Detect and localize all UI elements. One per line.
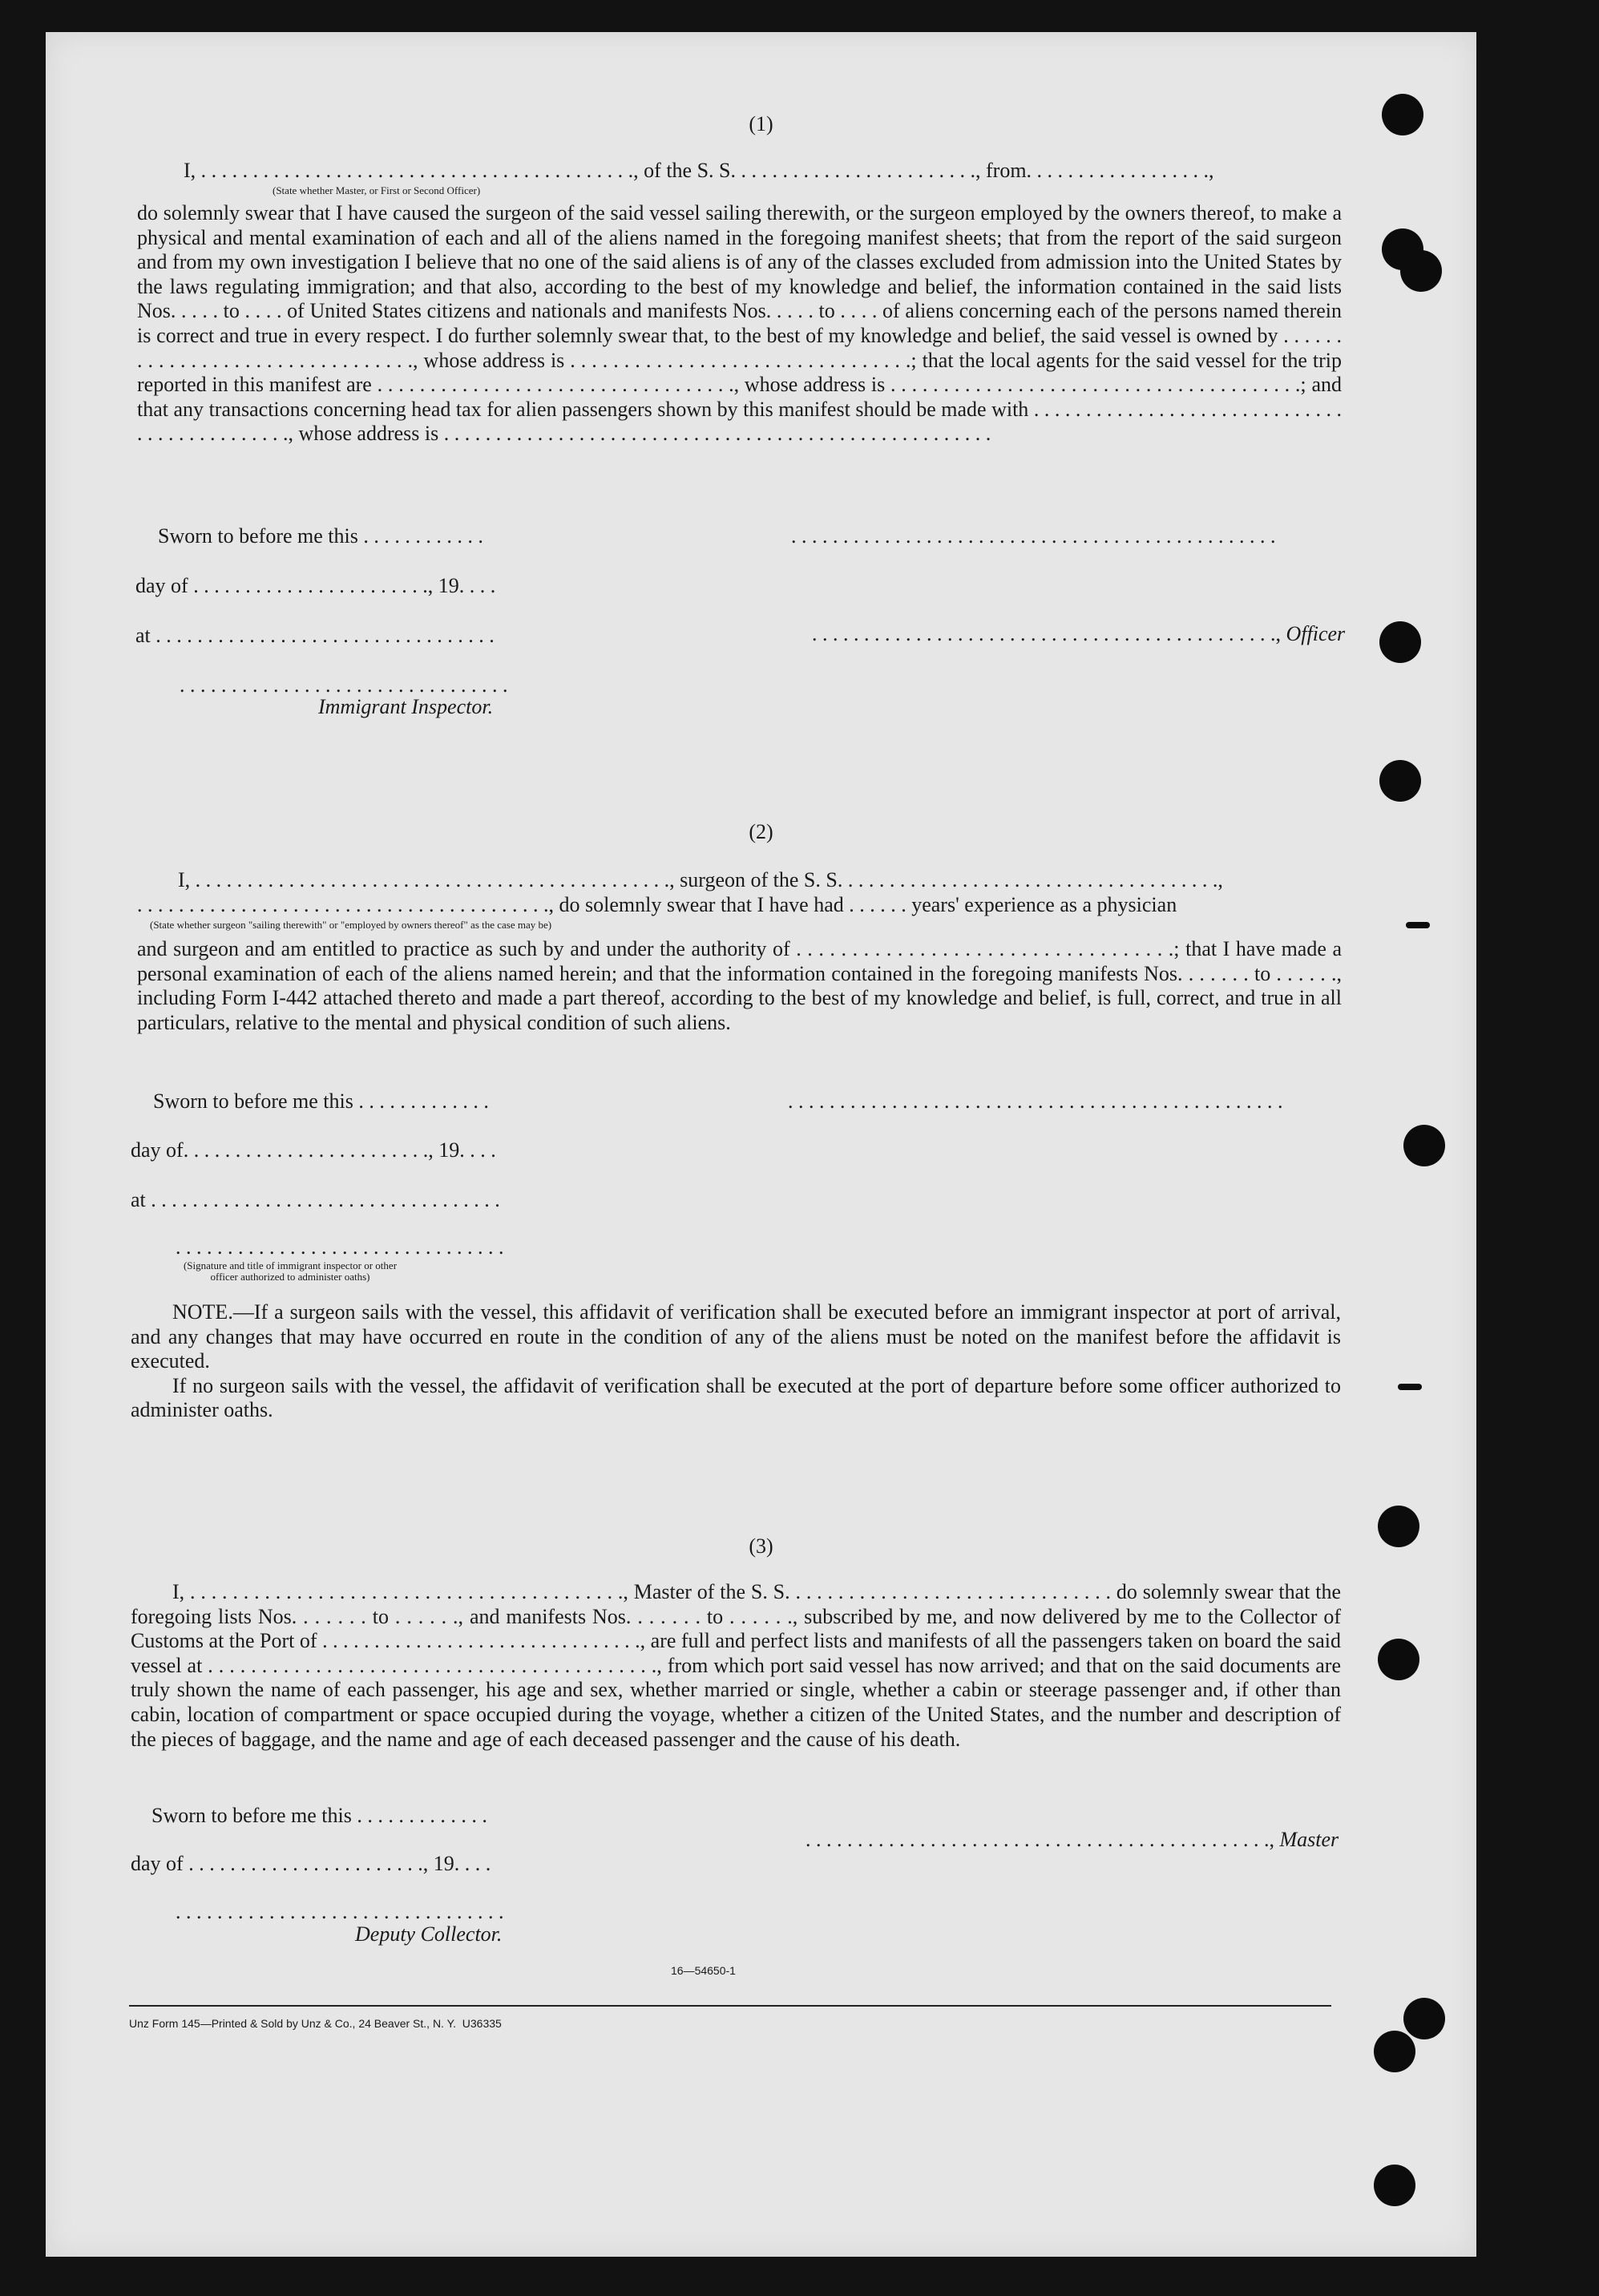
section-1-body: do solemnly swear that I have caused the surgeon of the said vessel sailing therewith, or the surgeon employed by the owners thereof, to make a physical and mental examination of each and all of the aliens named in the foregoing manifest sheets; that from the report of the said surgeon and from my own investigation I believe that no one of the said aliens is of any of the classes excluded from admission into the United States by the laws regulating immigration; and that also, according to the best of my knowledge and belief, the information contained in the said lists Nos. . . . . to . . . . of United States citizens and nationals and manifests Nos. . . . . to . . . . of aliens concerning each of the persons named therein is correct and true in every respect. I do further solemnly swear that, to the best of my knowledge and belief, the said vessel is owned by . . . . . . . . . . . . . . . . . . . . . . . . . . . . . . . ., whose address is . . . . . . . . . . . . . . . . . . . . . . . . . . . . . . . .; that the local agents for the said vessel for the trip reported in this manifest are . . . . . . . . . . . . . . . . . . . . . . . . . . . . . . . . . ., whose address is . . . . . . . . . . . . . . . . . . . . . . . . . . . . . . . . . . . . . . .; and that any transactions concerning head tax for alien passengers shown by this manifest should be made with . . . . . . . . . . . . . . . . . . . . . . . . . . . . . . . . . . . . . . . . . . . . ., whose address is . . . . . . . . . . . . . . . . . . . . . . . . . . . . . . . . . . . . . . . . . . . . . . . . . . . . . — [137, 201, 1342, 446]
section-2-number: (2) — [749, 820, 773, 843]
printer-footer: Unz Form 145—Printed & Sold by Unz & Co., 24 Beaver St., N. Y. U36335 — [129, 2017, 502, 2030]
officer-label: Officer — [1286, 622, 1346, 645]
section-2-day: day of. . . . . . . . . . . . . . . . . . . . . . . ., 19. . . . — [131, 1138, 496, 1162]
punch-hole — [1403, 1998, 1445, 2039]
punch-hole — [1379, 760, 1421, 802]
form-number: 16—54650-1 — [671, 1964, 736, 1977]
section-1-first-line: I, . . . . . . . . . . . . . . . . . . . . . . . . . . . . . . . . . . . . . . . . . ., of the S. S. . . . . . . . . . . . . . . . . . . . . . . ., from. . . . . . . . . . . . . . . . . ., — [184, 159, 1214, 182]
officer-line: . . . . . . . . . . . . . . . . . . . . . . . . . . . . . . . . . . . . . . . . . . . . ., — [812, 622, 1281, 645]
section-1-first-line-caption: (State whether Master, or First or Second Officer) — [273, 184, 481, 196]
section-2-sworn: Sworn to before me this . . . . . . . . . . . . . — [153, 1089, 489, 1113]
master-label: Master — [1279, 1828, 1339, 1851]
section-3-body: I, . . . . . . . . . . . . . . . . . . . . . . . . . . . . . . . . . . . . . . . . ., Master of the S. S. . . . . . . . . . . . . . . . . . . . . . . . . . . . . . . do solemnly swear that the foregoing lists Nos. . . . . . . to . . . . . ., and manifests Nos. . . . . . . to . . . . . ., subscribed by me, and now delivered by me to the Collector of Customs at the Port of . . . . . . . . . . . . . . . . . . . . . . . . . . . . . . ., are full and perfect lists and manifests of all the passengers taken on board the said vessel at . . . . . . . . . . . . . . . . . . . . . . . . . . . . . . . . . . . . . . . . . ., from which port said vessel has now arrived; and that on the said documents are truly shown the name of each passenger, his age and sex, whether married or single, whether a cabin or steerage passenger and, if other than cabin, location of compartment or space occupied during the voyage, whether a citizen of the United States, and the number and description of the pieces of baggage, and the name and age of each deceased passenger and the cause of his death. — [131, 1580, 1341, 1751]
punch-mark — [1406, 922, 1430, 928]
section-3-collector-dots: . . . . . . . . . . . . . . . . . . . . . . . . . . . . . . . . — [176, 1900, 504, 1923]
section-1-sworn: Sworn to before me this . . . . . . . . . . . . — [158, 524, 483, 548]
section-1-at: at . . . . . . . . . . . . . . . . . . . . . . . . . . . . . . . . . — [135, 624, 495, 647]
footer-rule — [129, 2005, 1331, 2007]
punch-hole — [1379, 621, 1421, 663]
punch-hole — [1403, 1125, 1445, 1166]
section-2-signature-dots: . . . . . . . . . . . . . . . . . . . . . . . . . . . . . . . . — [176, 1235, 504, 1259]
section-3-master-signature — [785, 1804, 1339, 1876]
section-3-sworn: Sworn to before me this . . . . . . . . . . . . . — [151, 1804, 487, 1827]
section-2-sworn-signature-line: . . . . . . . . . . . . . . . . . . . . . . . . . . . . . . . . . . . . . . . . . . . . . . . . — [788, 1089, 1283, 1113]
note-paragraph-1: NOTE.—If a surgeon sails with the vessel, this affidavit of verification shall be executed before an immigrant inspector at port of arrival, and any changes that may have occurred en route in the condition of any of the aliens must be noted on the manifest before the affidavit is executed. — [131, 1300, 1341, 1373]
punch-hole — [1374, 2165, 1415, 2206]
section-2-caption: (State whether surgeon "sailing therewith" or "employed by owners thereof" as the case may be) — [150, 919, 552, 931]
section-2-body: and surgeon and am entitled to practice as such by and under the authority of . . . . . . . . . . . . . . . . . . . . . . . . . . . . . . . . . .; that I have made a personal examination of each of the aliens named herein; and that the information contained in the foregoing manifests Nos. . . . . . . to . . . . . ., including Form I-442 attached thereto and made a part thereof, according to the best of my knowledge and belief, is full, correct, and true in all particulars, relative to the mental and physical condition of such aliens. — [137, 937, 1342, 1034]
punch-hole — [1400, 250, 1442, 292]
section-2-note — [131, 1300, 1341, 1423]
section-2-line-1: I, . . . . . . . . . . . . . . . . . . . . . . . . . . . . . . . . . . . . . . . . . . . . . ., surgeon of the S. S. . . . . . . . . . . . . . . . . . . . . . . . . . . . . . . . . . . . ., — [178, 868, 1223, 891]
section-3-day: day of . . . . . . . . . . . . . . . . . . . . . . ., 19. . . . — [131, 1852, 491, 1875]
manifest-page — [46, 32, 1476, 2257]
section-1-inspector-label: Immigrant Inspector. — [318, 695, 494, 718]
section-2-signature-caption: (Signature and title of immigrant inspector or other officer authorized to administer oaths) — [183, 1259, 398, 1283]
section-1-officer-signature — [791, 598, 1345, 670]
section-3-collector-label: Deputy Collector. — [355, 1922, 503, 1946]
section-1-sworn-signature-line: . . . . . . . . . . . . . . . . . . . . . . . . . . . . . . . . . . . . . . . . . . . . . . . — [791, 524, 1276, 548]
punch-hole — [1378, 1639, 1419, 1680]
master-line: . . . . . . . . . . . . . . . . . . . . . . . . . . . . . . . . . . . . . . . . . . . . ., — [806, 1828, 1274, 1851]
section-2-line-2: . . . . . . . . . . . . . . . . . . . . . . . . . . . . . . . . . . . . . . . ., do solemnly swear that I have had . . . . . . years' experience as a physician — [137, 893, 1177, 916]
section-1-day: day of . . . . . . . . . . . . . . . . . . . . . . ., 19. . . . — [135, 574, 496, 597]
section-3-number: (3) — [749, 1534, 773, 1558]
punch-hole — [1374, 2031, 1415, 2072]
note-paragraph-2: If no surgeon sails with the vessel, the affidavit of verification shall be executed at the port of departure before some officer authorized to administer oaths. — [131, 1373, 1341, 1422]
punch-mark — [1398, 1384, 1422, 1390]
section-1-number: (1) — [749, 112, 773, 135]
section-2-at: at . . . . . . . . . . . . . . . . . . . . . . . . . . . . . . . . . . — [131, 1188, 500, 1211]
section-1-inspector-dots: . . . . . . . . . . . . . . . . . . . . . . . . . . . . . . . . — [180, 673, 508, 697]
